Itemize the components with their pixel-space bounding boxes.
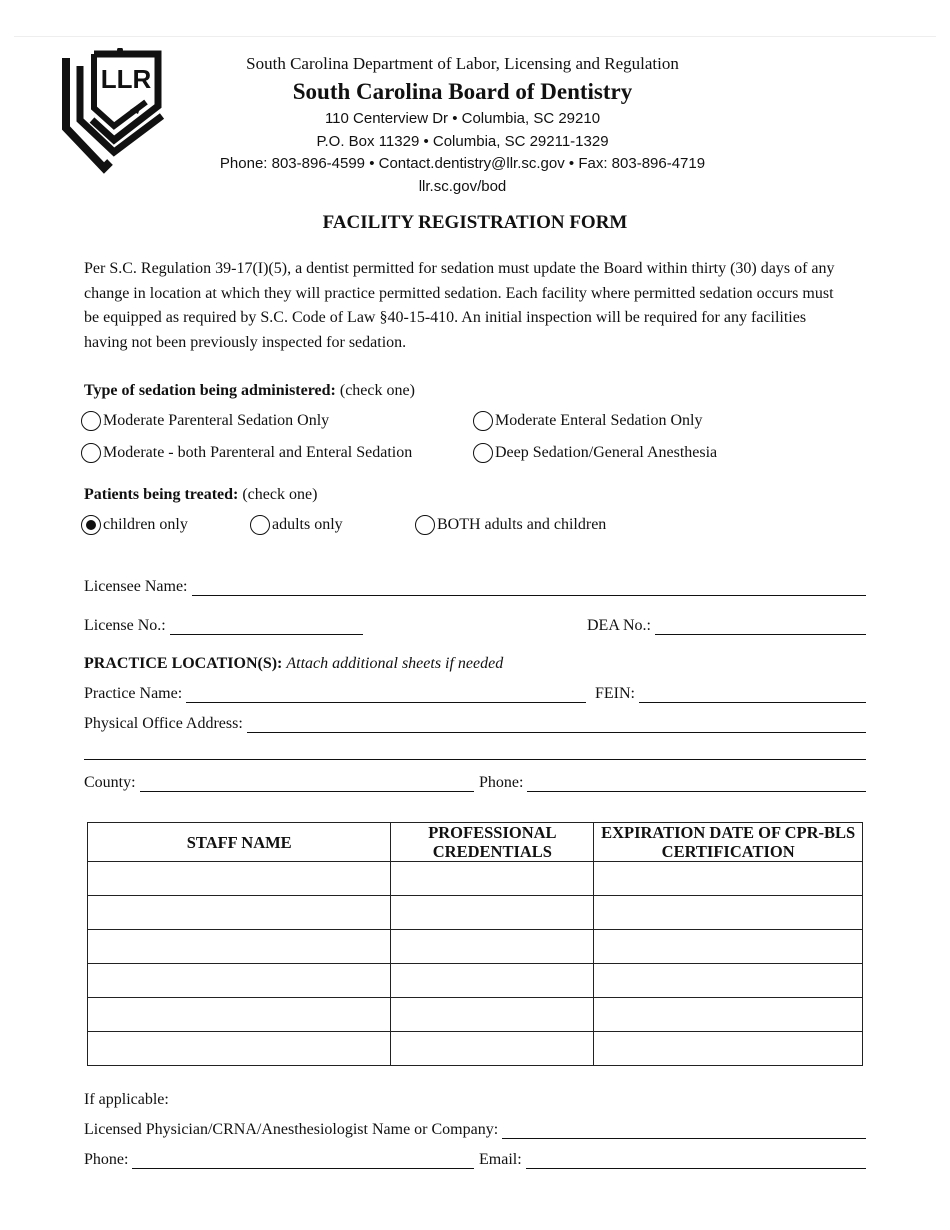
header-staff-name: STAFF NAME: [88, 823, 391, 862]
applicable-email-line[interactable]: [526, 1152, 866, 1169]
credentials-cell[interactable]: [391, 1032, 594, 1066]
expiration-cell[interactable]: [594, 964, 863, 998]
table-row: [88, 964, 863, 998]
department-name: South Carolina Department of Labor, Licensing and Regulation: [246, 54, 679, 73]
staff-name-cell[interactable]: [88, 862, 391, 896]
header-credentials: PROFESSIONAL CREDENTIALS: [391, 823, 594, 862]
sedation-note: (check one): [339, 382, 415, 399]
practice-name-field[interactable]: [84, 685, 586, 703]
expiration-cell[interactable]: [594, 930, 863, 964]
practice-heading-label: PRACTICE LOCATION(S):: [84, 655, 283, 672]
board-name: South Carolina Board of Dentistry: [292, 79, 633, 104]
staff-table-header: [88, 823, 863, 862]
patients-heading: [84, 486, 317, 504]
expiration-cell[interactable]: [594, 862, 863, 896]
radio-deep[interactable]: [473, 443, 493, 463]
license-no-line[interactable]: [170, 618, 363, 635]
sedation-heading: [84, 382, 415, 400]
sedation-option-label: Moderate Enteral Sedation Only: [495, 412, 703, 429]
dea-no-line[interactable]: [655, 618, 866, 635]
patients-option-label: children only: [103, 516, 188, 533]
staff-table: [87, 822, 863, 1066]
sedation-option-label: Moderate - both Parenteral and Enteral Sedation: [103, 444, 413, 461]
expiration-cell[interactable]: [594, 998, 863, 1032]
physical-address-label: Physical Office Address:: [84, 715, 243, 732]
patients-note: (check one): [242, 486, 318, 503]
practice-name-label: Practice Name:: [84, 685, 183, 702]
county-field[interactable]: [84, 774, 474, 792]
patients-option-label: BOTH adults and children: [437, 516, 607, 533]
applicable-phone-line[interactable]: [132, 1152, 474, 1169]
page-top-border: [14, 36, 936, 37]
physician-field[interactable]: [84, 1121, 866, 1139]
patients-option-both[interactable]: [415, 515, 606, 535]
radio-parenteral[interactable]: [81, 411, 101, 431]
physician-label: Licensed Physician/CRNA/Anesthesiologist Name or Company:: [84, 1121, 499, 1138]
radio-adults[interactable]: [250, 515, 270, 535]
sedation-option-label: Moderate Parenteral Sedation Only: [103, 412, 330, 429]
practice-heading: [84, 655, 503, 673]
street-address: 110 Centerview Dr • Columbia, SC 29210: [324, 110, 601, 127]
llr-logo: [54, 48, 166, 174]
expiration-cell[interactable]: [594, 896, 863, 930]
applicable-heading: If applicable:: [84, 1091, 169, 1108]
license-no-label: License No.:: [84, 617, 166, 634]
dea-no-field[interactable]: [587, 617, 866, 635]
staff-name-cell[interactable]: [88, 998, 391, 1032]
credentials-cell[interactable]: [391, 998, 594, 1032]
radio-both-patients[interactable]: [415, 515, 435, 535]
licensee-name-line[interactable]: [192, 579, 867, 596]
sedation-option-both[interactable]: [81, 443, 412, 463]
website: llr.sc.gov/bod: [418, 178, 507, 195]
dea-no-label: DEA No.:: [587, 617, 651, 634]
table-row: [88, 998, 863, 1032]
patients-option-children[interactable]: [81, 515, 188, 535]
physical-address-field[interactable]: [84, 715, 866, 733]
credentials-cell[interactable]: [391, 964, 594, 998]
form-title: FACILITY REGISTRATION FORM: [322, 212, 628, 233]
fein-label: FEIN:: [595, 685, 635, 702]
credentials-cell[interactable]: [391, 930, 594, 964]
physical-address-line-2[interactable]: [84, 759, 866, 760]
phone-label: Phone:: [479, 774, 524, 791]
radio-enteral[interactable]: [473, 411, 493, 431]
contact-line: Phone: 803-896-4599 • Contact.dentistry@llr.sc.gov • Fax: 803-896-4719: [219, 155, 706, 172]
sedation-option-enteral[interactable]: [473, 411, 703, 431]
table-row: [88, 896, 863, 930]
physician-line[interactable]: [502, 1122, 866, 1139]
staff-name-cell[interactable]: [88, 964, 391, 998]
credentials-cell[interactable]: [391, 862, 594, 896]
license-no-field[interactable]: [84, 617, 363, 635]
table-row: [88, 862, 863, 896]
sedation-heading-label: Type of sedation being administered:: [84, 382, 336, 399]
staff-name-cell[interactable]: [88, 1032, 391, 1066]
table-row: [88, 930, 863, 964]
patients-option-adults[interactable]: [250, 515, 343, 535]
physical-address-line[interactable]: [247, 716, 866, 733]
intro-paragraph: Per S.C. Regulation 39-17(I)(5), a dentist permitted for sedation must update the Board within thirty (30) days of any change in location at which they will practice permitted sedation. Each facility where permitted sedation occurs must be equipped as required by S.C. Code of Law §40-15-410. An initial inspection will be required for any facilities having not been previously inspected for sedation.: [84, 260, 835, 351]
practice-name-line[interactable]: [186, 686, 586, 703]
patients-option-label: adults only: [272, 516, 343, 533]
sedation-option-deep[interactable]: [473, 443, 717, 463]
expiration-cell[interactable]: [594, 1032, 863, 1066]
sedation-option-label: Deep Sedation/General Anesthesia: [495, 444, 718, 461]
staff-name-cell[interactable]: [88, 896, 391, 930]
staff-name-cell[interactable]: [88, 930, 391, 964]
patients-heading-label: Patients being treated:: [84, 486, 239, 503]
radio-children[interactable]: [81, 515, 101, 535]
header-cpr-expiration: EXPIRATION DATE OF CPR-BLS CERTIFICATION: [594, 823, 863, 862]
credentials-cell[interactable]: [391, 896, 594, 930]
fein-field[interactable]: [595, 685, 866, 703]
practice-note: Attach additional sheets if needed: [286, 655, 504, 672]
applicable-email-label: Email:: [479, 1151, 522, 1168]
phone-field[interactable]: [479, 774, 866, 792]
phone-line[interactable]: [527, 775, 866, 792]
county-label: County:: [84, 774, 136, 791]
radio-both-sedation[interactable]: [81, 443, 101, 463]
logo-text: LLR: [100, 64, 152, 94]
applicable-phone-field[interactable]: [84, 1151, 474, 1169]
applicable-phone-label: Phone:: [84, 1151, 129, 1168]
table-row: [88, 1032, 863, 1066]
po-box-address: P.O. Box 11329 • Columbia, SC 29211-1329: [316, 133, 609, 150]
county-line[interactable]: [140, 775, 474, 792]
sedation-option-parenteral[interactable]: [81, 411, 329, 431]
licensee-name-field[interactable]: [84, 578, 866, 596]
applicable-email-field[interactable]: [479, 1151, 866, 1169]
fein-line[interactable]: [639, 686, 866, 703]
licensee-name-label: Licensee Name:: [84, 578, 188, 595]
